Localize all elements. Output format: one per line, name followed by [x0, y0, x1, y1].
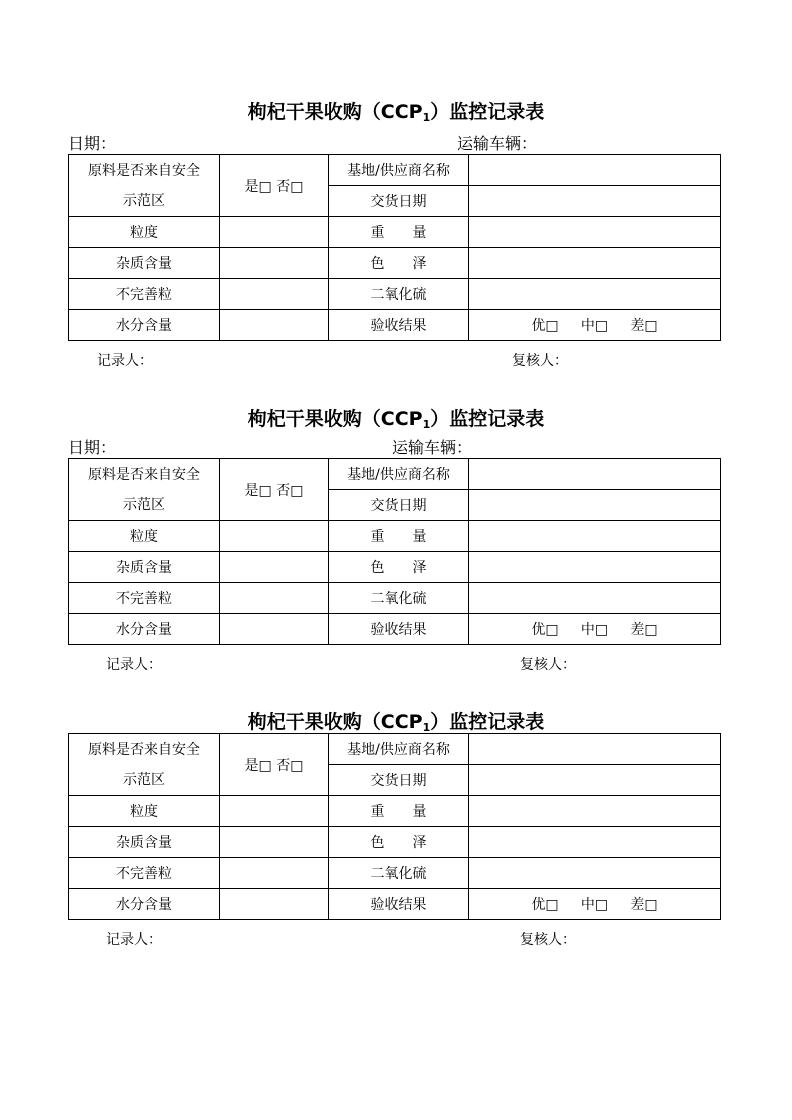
- grade-good-checkbox[interactable]: 优□: [531, 622, 559, 638]
- imperfect-field[interactable]: [220, 583, 329, 614]
- form-2-reviewer-label: 复核人：: [520, 657, 576, 673]
- origin-options-cell[interactable]: 是□ 否□: [220, 155, 329, 217]
- base-supplier-label: 基地/供应商名称: [329, 734, 469, 765]
- form-2-date-label: 日期：: [68, 438, 117, 457]
- form-1-vehicle-label: 运输车辆：: [457, 134, 538, 153]
- impurity-field[interactable]: [220, 248, 329, 279]
- form-3-title: [0, 707, 792, 734]
- origin-options-cell[interactable]: 是□ 否□: [220, 459, 329, 521]
- impurity-label: 杂质含量: [69, 827, 220, 858]
- delivery-date-field[interactable]: [469, 765, 721, 796]
- delivery-date-label: 交货日期: [329, 490, 469, 521]
- color-label: 色 泽: [329, 552, 469, 583]
- origin-label-line2: 示范区: [123, 192, 165, 209]
- base-supplier-label: 基地/供应商名称: [329, 155, 469, 186]
- so2-field[interactable]: [469, 858, 721, 889]
- imperfect-label: 不完善粒: [69, 858, 220, 889]
- grade-poor-checkbox[interactable]: 差□: [630, 897, 658, 913]
- form-3-table: [68, 733, 721, 920]
- title-text-end: ）监控记录表: [430, 408, 545, 430]
- form-3-reviewer-label: 复核人：: [520, 932, 576, 948]
- impurity-label: 杂质含量: [69, 552, 220, 583]
- base-supplier-field[interactable]: [469, 734, 721, 765]
- form-1-reviewer-label: 复核人：: [512, 353, 568, 369]
- granularity-field[interactable]: [220, 521, 329, 552]
- title-text-end: ）监控记录表: [430, 101, 545, 123]
- color-field[interactable]: [469, 248, 721, 279]
- title-text: 枸杞干果收购（CCP: [247, 408, 423, 430]
- acceptance-label: 验收结果: [329, 614, 469, 645]
- acceptance-options[interactable]: [469, 889, 721, 920]
- grade-poor-checkbox[interactable]: 差□: [630, 318, 658, 334]
- weight-field[interactable]: [469, 521, 721, 552]
- origin-label-cell: [69, 459, 220, 521]
- delivery-date-field[interactable]: [469, 490, 721, 521]
- impurity-label: 杂质含量: [69, 248, 220, 279]
- grade-mid-checkbox[interactable]: 中□: [580, 622, 609, 638]
- base-supplier-label: 基地/供应商名称: [329, 459, 469, 490]
- acceptance-options[interactable]: [469, 614, 721, 645]
- moisture-field[interactable]: [220, 889, 329, 920]
- origin-label-line2: 示范区: [123, 771, 165, 788]
- origin-label-cell: [69, 734, 220, 796]
- color-label: 色 泽: [329, 248, 469, 279]
- weight-field[interactable]: [469, 796, 721, 827]
- imperfect-label: 不完善粒: [69, 279, 220, 310]
- origin-label-line1: 原料是否来自安全: [88, 162, 200, 179]
- granularity-field[interactable]: [220, 796, 329, 827]
- weight-field[interactable]: [469, 217, 721, 248]
- origin-label-line1: 原料是否来自安全: [88, 741, 200, 758]
- so2-label: 二氧化硫: [329, 858, 469, 889]
- so2-label: 二氧化硫: [329, 583, 469, 614]
- granularity-label: 粒度: [69, 521, 220, 552]
- moisture-field[interactable]: [220, 614, 329, 645]
- form-1-date-label: 日期：: [68, 134, 117, 153]
- form-2-recorder-label: 记录人：: [106, 657, 162, 673]
- moisture-field[interactable]: [220, 310, 329, 341]
- title-text: 枸杞干果收购（CCP: [247, 711, 423, 733]
- granularity-label: 粒度: [69, 796, 220, 827]
- color-field[interactable]: [469, 552, 721, 583]
- acceptance-label: 验收结果: [329, 310, 469, 341]
- weight-label: 重 量: [329, 796, 469, 827]
- form-1-table: [68, 154, 721, 341]
- form-2-table: [68, 458, 721, 645]
- impurity-field[interactable]: [220, 827, 329, 858]
- title-subscript: 1: [422, 721, 431, 734]
- form-3-recorder-label: 记录人：: [106, 932, 162, 948]
- acceptance-options[interactable]: [469, 310, 721, 341]
- weight-label: 重 量: [329, 217, 469, 248]
- form-2-vehicle-label: 运输车辆：: [392, 438, 473, 457]
- granularity-label: 粒度: [69, 217, 220, 248]
- origin-options-cell[interactable]: 是□ 否□: [220, 734, 329, 796]
- grade-mid-checkbox[interactable]: 中□: [580, 318, 609, 334]
- grade-poor-checkbox[interactable]: 差□: [630, 622, 658, 638]
- delivery-date-label: 交货日期: [329, 186, 469, 217]
- impurity-field[interactable]: [220, 552, 329, 583]
- so2-field[interactable]: [469, 279, 721, 310]
- delivery-date-field[interactable]: [469, 186, 721, 217]
- weight-label: 重 量: [329, 521, 469, 552]
- so2-field[interactable]: [469, 583, 721, 614]
- origin-label-cell: [69, 155, 220, 217]
- moisture-label: 水分含量: [69, 310, 220, 341]
- title-subscript: 1: [422, 111, 431, 124]
- delivery-date-label: 交货日期: [329, 765, 469, 796]
- grade-good-checkbox[interactable]: 优□: [531, 897, 559, 913]
- base-supplier-field[interactable]: [469, 459, 721, 490]
- origin-label-line1: 原料是否来自安全: [88, 466, 200, 483]
- form-1-title: [0, 97, 792, 124]
- origin-label-line2: 示范区: [123, 496, 165, 513]
- acceptance-label: 验收结果: [329, 889, 469, 920]
- form-2-title: [0, 404, 792, 431]
- title-text: 枸杞干果收购（CCP: [247, 101, 423, 123]
- imperfect-label: 不完善粒: [69, 583, 220, 614]
- so2-label: 二氧化硫: [329, 279, 469, 310]
- moisture-label: 水分含量: [69, 614, 220, 645]
- imperfect-field[interactable]: [220, 858, 329, 889]
- imperfect-field[interactable]: [220, 279, 329, 310]
- base-supplier-field[interactable]: [469, 155, 721, 186]
- grade-good-checkbox[interactable]: 优□: [531, 318, 559, 334]
- granularity-field[interactable]: [220, 217, 329, 248]
- title-text-end: ）监控记录表: [430, 711, 545, 733]
- form-1-recorder-label: 记录人：: [97, 353, 153, 369]
- color-field[interactable]: [469, 827, 721, 858]
- grade-mid-checkbox[interactable]: 中□: [580, 897, 609, 913]
- title-subscript: 1: [422, 418, 431, 431]
- color-label: 色 泽: [329, 827, 469, 858]
- moisture-label: 水分含量: [69, 889, 220, 920]
